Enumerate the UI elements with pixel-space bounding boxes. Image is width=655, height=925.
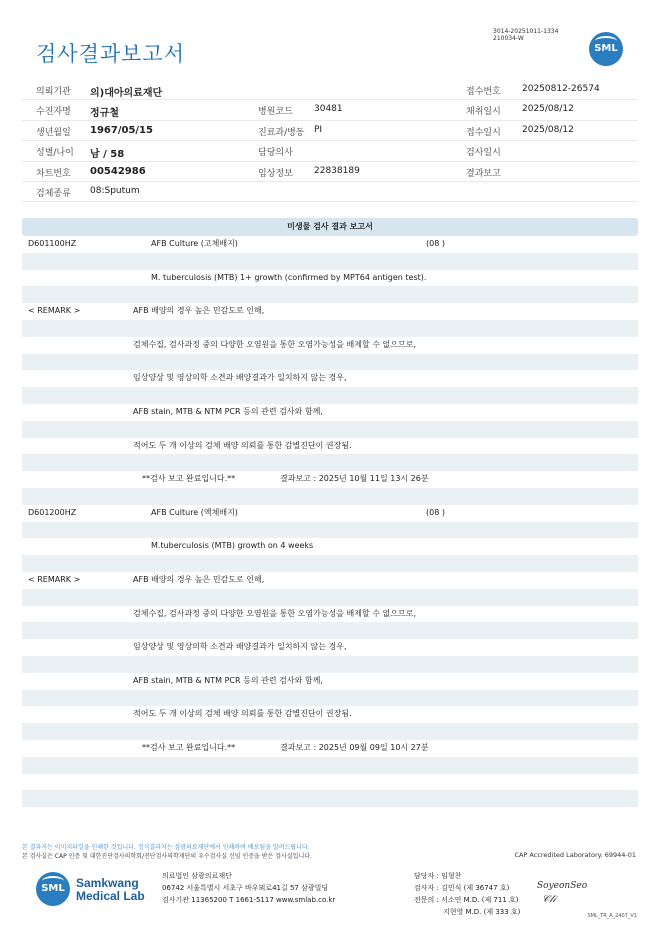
info-label: 검사일시 <box>466 148 501 159</box>
result-row <box>22 505 638 522</box>
result-row <box>22 522 638 539</box>
sml-logo: SML <box>589 32 623 66</box>
result-row <box>22 589 638 606</box>
info-value: 2025/08/12 <box>522 124 574 135</box>
info-value: 08:Sputum <box>90 185 140 196</box>
result-row <box>22 538 638 555</box>
info-row <box>22 121 638 141</box>
result-row <box>22 320 638 337</box>
sml-footer-logo: SML <box>36 872 70 906</box>
result-row <box>22 572 638 589</box>
result-row <box>22 454 638 471</box>
document-id-line1: 3014-20251011-1334 <box>493 28 559 35</box>
info-label: 접수번호 <box>466 87 501 97</box>
test-name: AFB Culture (고체배지) <box>151 239 238 248</box>
result-row <box>22 740 638 757</box>
info-value: 정규철 <box>90 108 119 120</box>
report-time: 결과보고 : 2025년 09월 09일 10시 27분 <box>280 742 429 752</box>
cap-accreditation: CAP Accredited Laboratory. 69944-01 <box>514 851 636 859</box>
sample-code: (08 ) <box>426 239 445 248</box>
results-table <box>22 236 638 824</box>
info-label: 수진자명 <box>36 107 71 118</box>
result-text: 검체수집, 검사과정 중의 다양한 오염원을 통한 오염가능성을 배제할 수 없으므로, <box>133 608 416 618</box>
info-value: 22838189 <box>314 165 360 176</box>
info-row <box>22 182 638 202</box>
sample-code: (08 ) <box>426 507 445 517</box>
result-row <box>22 673 638 690</box>
test-name: AFB Culture (액체배지) <box>151 507 238 517</box>
info-label: 병원코드 <box>258 107 293 118</box>
signature-2: 𝒞𝓁𝒾 <box>542 894 556 905</box>
info-value: 남 / 58 <box>90 149 125 161</box>
info-row <box>22 100 638 120</box>
result-text: M. tuberculosis (MTB) 1+ growth (confirmed by MPT64 antigen test). <box>151 272 427 282</box>
test-code: D601100HZ <box>28 239 77 248</box>
result-text: AFB 배양의 경우 높은 민감도로 인해, <box>133 306 265 316</box>
result-row <box>22 807 638 824</box>
result-row <box>22 656 638 673</box>
result-text: **검사 보고 완료입니다.** <box>142 742 236 752</box>
lab-address: 의료법인 삼광의료재단 06742 서울특별시 서초구 바우뫼로41길 57 삼광빌딩 검사기관 11365200 T 1661-5117 www.smlab.co.kr <box>162 872 336 904</box>
info-label: 생년월일 <box>36 127 71 138</box>
form-code: SML_TR_A_2407_V1 <box>587 913 637 919</box>
test-code: < REMARK > <box>28 306 81 316</box>
info-value: 2025/08/12 <box>522 104 574 115</box>
report-title: 검사결과보고서 <box>36 42 186 66</box>
result-row <box>22 404 638 421</box>
result-row <box>22 639 638 656</box>
result-row <box>22 723 638 740</box>
result-text: 임상양상 및 영상의학 소견과 배양결과가 일치하지 않는 경우, <box>133 373 347 383</box>
info-value: PI <box>314 124 323 135</box>
result-row <box>22 236 638 253</box>
info-label: 임상정보 <box>258 168 293 179</box>
result-text: AFB stain, MTB & NTM PCR 등의 관련 검사와 함께, <box>133 406 323 416</box>
document-id-line2: 210034-W <box>493 35 524 42</box>
info-label: 성별/나이 <box>36 148 74 159</box>
result-text: 임상양상 및 영상의학 소견과 배양결과가 일치하지 않는 경우, <box>133 642 347 652</box>
info-label: 검체종류 <box>36 188 71 199</box>
results-header: 미생물 검사 결과 보고서 <box>22 218 638 236</box>
result-text: M.tuberculosis (MTB) growth on 4 weeks <box>151 541 314 551</box>
info-row <box>22 162 638 182</box>
result-text: AFB 배양의 경우 높은 민감도로 인해, <box>133 574 265 584</box>
info-label: 차트번호 <box>36 168 71 179</box>
info-value: 1967/05/15 <box>90 124 153 136</box>
result-row <box>22 622 638 639</box>
result-text: **검사 보고 완료입니다.** <box>142 474 236 484</box>
result-row <box>22 790 638 807</box>
result-row <box>22 438 638 455</box>
info-row <box>22 80 638 100</box>
result-row <box>22 253 638 270</box>
info-value: 30481 <box>314 104 343 115</box>
signature-1: SoyeonSeo <box>537 881 588 891</box>
result-text: AFB stain, MTB & NTM PCR 등의 관련 검사와 함께, <box>133 675 323 685</box>
result-text: 적어도 두 개 이상의 검체 배양 의뢰를 통한 감별진단이 권장됨. <box>133 440 352 450</box>
result-row <box>22 303 638 320</box>
result-row <box>22 606 638 623</box>
result-row <box>22 421 638 438</box>
info-value: 20250812-26574 <box>522 84 600 94</box>
result-text: 검체수집, 검사과정 중의 다양한 오염원을 통한 오염가능성을 배제할 수 없으므로, <box>133 339 416 349</box>
document-id <box>493 28 558 42</box>
result-row <box>22 488 638 505</box>
result-row <box>22 555 638 572</box>
accreditation-notice: 본 검사실은 CAP 인증 및 대한진단검사의학회/진단검사의학재단의 우수검사실 신임 인증을 받은 검사실입니다. <box>22 853 312 860</box>
info-label: 의뢰기관 <box>36 87 71 97</box>
result-row <box>22 270 638 287</box>
patient-info <box>22 80 638 202</box>
result-row <box>22 706 638 723</box>
result-row <box>22 774 638 791</box>
result-row <box>22 354 638 371</box>
test-code: < REMARK > <box>28 574 81 584</box>
info-label: 담당의사 <box>258 148 293 159</box>
info-value: 00542986 <box>90 165 146 177</box>
result-text: 적어도 두 개 이상의 검체 배양 의뢰를 통한 감별진단이 권장됨. <box>133 709 352 719</box>
brand-name: Samkwang Medical Lab <box>76 876 145 903</box>
print-notice: 본 결과지는 이미지파일을 인쇄한 것입니다. 정식결과지는 삼광의료재단에서 인쇄하여 배포됨을 알려드립니다. <box>22 844 310 851</box>
info-label: 진료과/병동 <box>258 127 305 138</box>
result-row <box>22 286 638 303</box>
result-row <box>22 471 638 488</box>
result-row <box>22 337 638 354</box>
info-label: 접수일시 <box>466 127 501 138</box>
result-row <box>22 757 638 774</box>
lab-staff: 담당자 : 임형찬 검사자 : 김민식 (제 36747 호) 전문의 : 서소연 M.D. (제 711 호) 지현영 M.D. (제 333 호) <box>414 872 521 916</box>
result-row <box>22 690 638 707</box>
info-label: 채취일시 <box>466 107 501 118</box>
footer-note <box>22 842 312 860</box>
info-row <box>22 141 638 161</box>
test-code: D601200HZ <box>28 507 77 517</box>
result-row <box>22 370 638 387</box>
info-value: 의)대아의료재단 <box>90 88 163 99</box>
result-row <box>22 387 638 404</box>
report-time: 결과보고 : 2025년 10월 11일 13시 26분 <box>280 474 429 484</box>
info-label: 결과보고 <box>466 168 501 179</box>
